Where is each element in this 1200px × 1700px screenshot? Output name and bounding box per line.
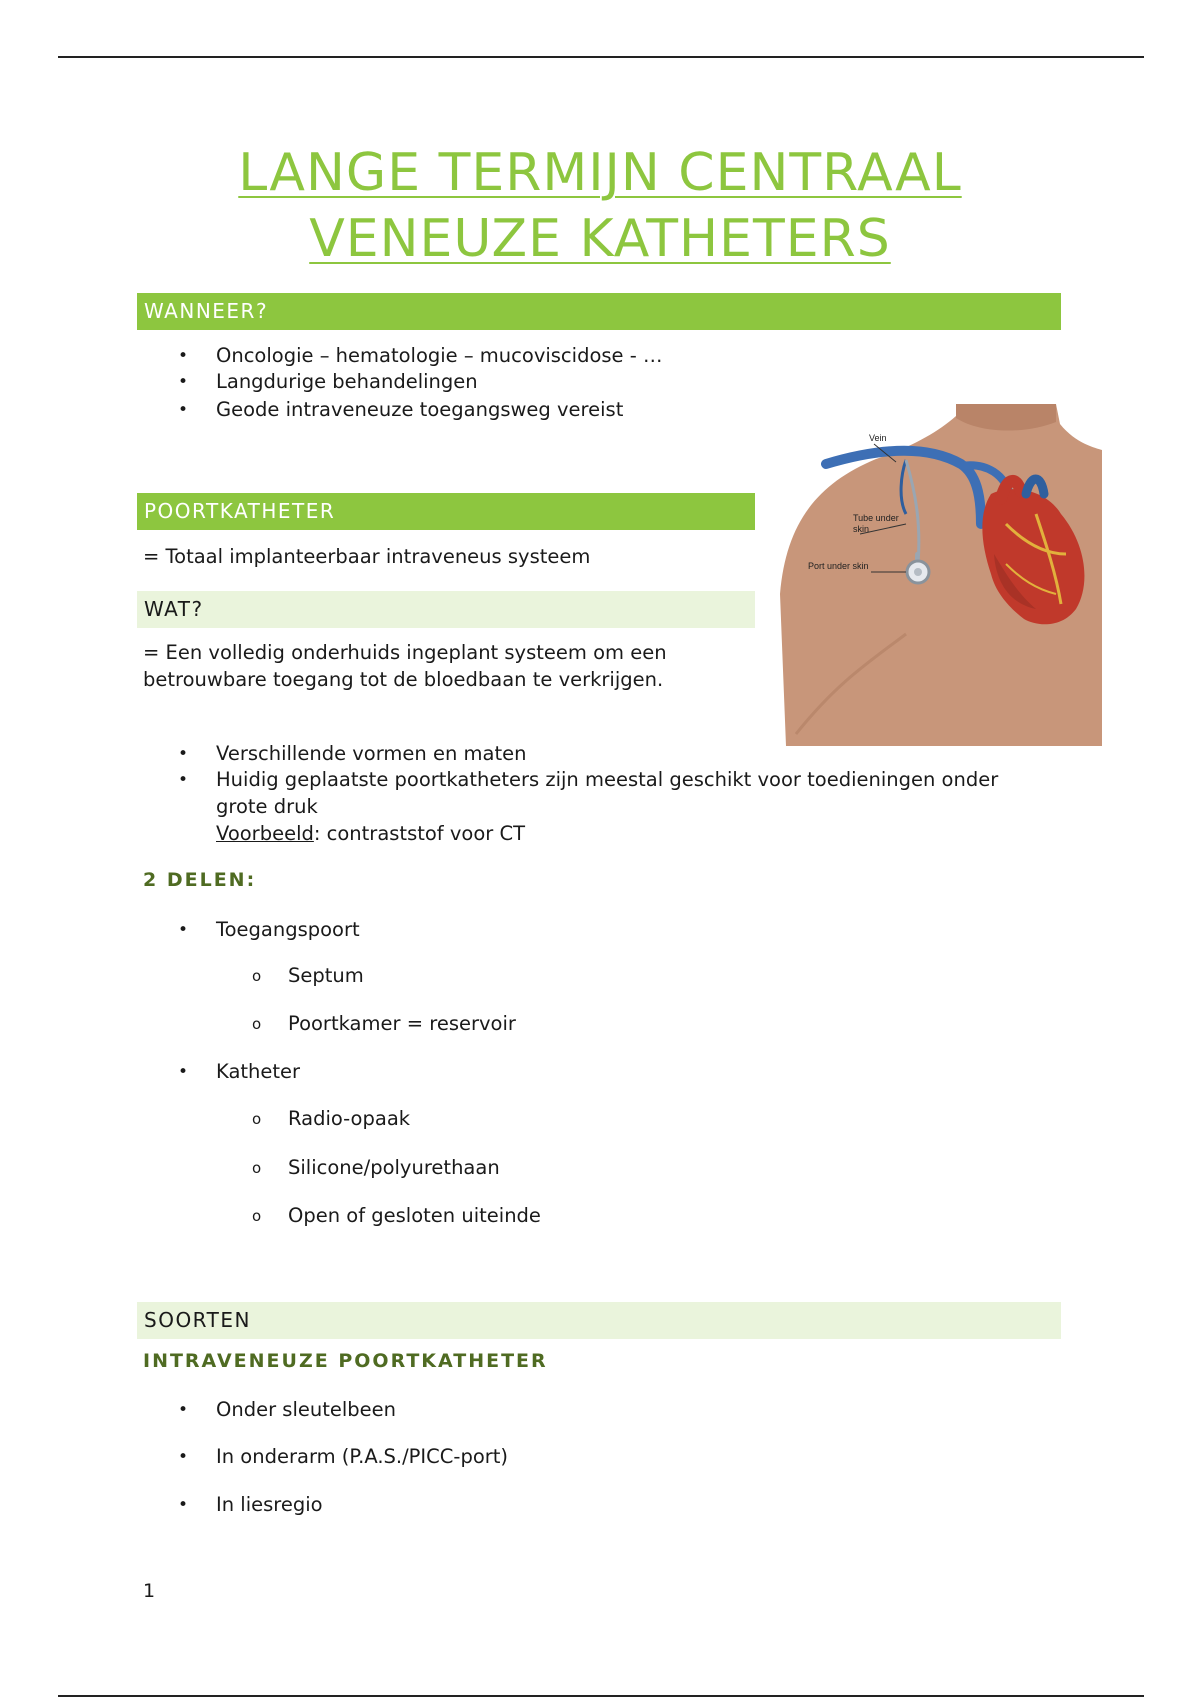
sub-bullet-icon: o <box>252 1015 262 1033</box>
list-item: Katheter <box>216 1060 301 1083</box>
top-rule <box>58 56 1144 58</box>
page-title: LANGE TERMIJN CENTRAAL VENEUZE KATHETERS <box>238 143 962 269</box>
section-poortkatheter-heading: POORTKATHETER <box>137 493 755 530</box>
sub-bullet-icon: o <box>252 1159 262 1177</box>
wat-text-line1: = Een volledig onderhuids ingeplant systeem om een <box>143 641 667 664</box>
bullet-icon: • <box>178 744 189 764</box>
bullet-icon: • <box>178 1062 189 1082</box>
sub-bullet-icon: o <box>252 967 262 985</box>
list-item: Huidig geplaatste poortkatheters zijn meestal geschikt voor toedieningen onder <box>216 768 999 791</box>
bullet-icon: • <box>178 1400 189 1420</box>
list-item: Onder sleutelbeen <box>216 1398 397 1421</box>
list-item: Langdurige behandelingen <box>216 370 478 393</box>
sub-bullet-icon: o <box>252 1207 262 1225</box>
bullet-icon: • <box>178 770 189 790</box>
sub-list-item: Radio-opaak <box>288 1107 411 1130</box>
example-label: Voorbeeld <box>216 822 314 845</box>
wat-text-line2: betrouwbare toegang tot de bloedbaan te verkrijgen. <box>143 668 664 691</box>
list-item: Geode intraveneuze toegangsweg vereist <box>216 398 624 421</box>
bullet-icon: • <box>178 346 189 366</box>
sub-bullet-icon: o <box>252 1110 262 1128</box>
sub-list-item: Septum <box>288 964 364 987</box>
list-item: Oncologie – hematologie – mucoviscidose - … <box>216 344 663 367</box>
list-item: In liesregio <box>216 1493 323 1516</box>
sub-list-item: Open of gesloten uiteinde <box>288 1204 541 1227</box>
bottom-rule <box>58 1695 1144 1697</box>
sub-list-item: Poortkamer = reservoir <box>288 1012 516 1035</box>
delen-heading: 2 DELEN: <box>143 869 257 891</box>
label-tube-2: skin <box>853 524 870 534</box>
bullet-icon: • <box>178 400 189 420</box>
list-item: In onderarm (P.A.S./PICC-port) <box>216 1445 509 1468</box>
list-item-continuation: grote druk <box>216 795 318 818</box>
bullet-icon: • <box>178 1447 189 1467</box>
page-number: 1 <box>143 1580 156 1602</box>
bullet-icon: • <box>178 372 189 392</box>
list-item: Toegangspoort <box>216 918 360 941</box>
soorten-subheading: INTRAVENEUZE POORTKATHETER <box>143 1350 548 1372</box>
bullet-icon: • <box>178 920 189 940</box>
port-catheter-illustration <box>756 404 1102 746</box>
definition-text: = Totaal implanteerbaar intraveneus systeem <box>143 545 591 568</box>
sub-list-item: Silicone/polyurethaan <box>288 1156 500 1179</box>
label-port: Port under skin <box>808 561 869 571</box>
label-tube-1: Tube under <box>853 513 899 523</box>
section-soorten-heading: SOORTEN <box>137 1302 1061 1339</box>
label-vein: Vein <box>869 433 887 443</box>
list-item: Verschillende vormen en maten <box>216 742 527 765</box>
bullet-icon: • <box>178 1495 189 1515</box>
section-wanneer-heading: WANNEER? <box>137 293 1061 330</box>
example-line <box>216 820 525 847</box>
section-wat-heading: WAT? <box>137 591 755 628</box>
example-text: : contraststof voor CT <box>313 822 526 845</box>
